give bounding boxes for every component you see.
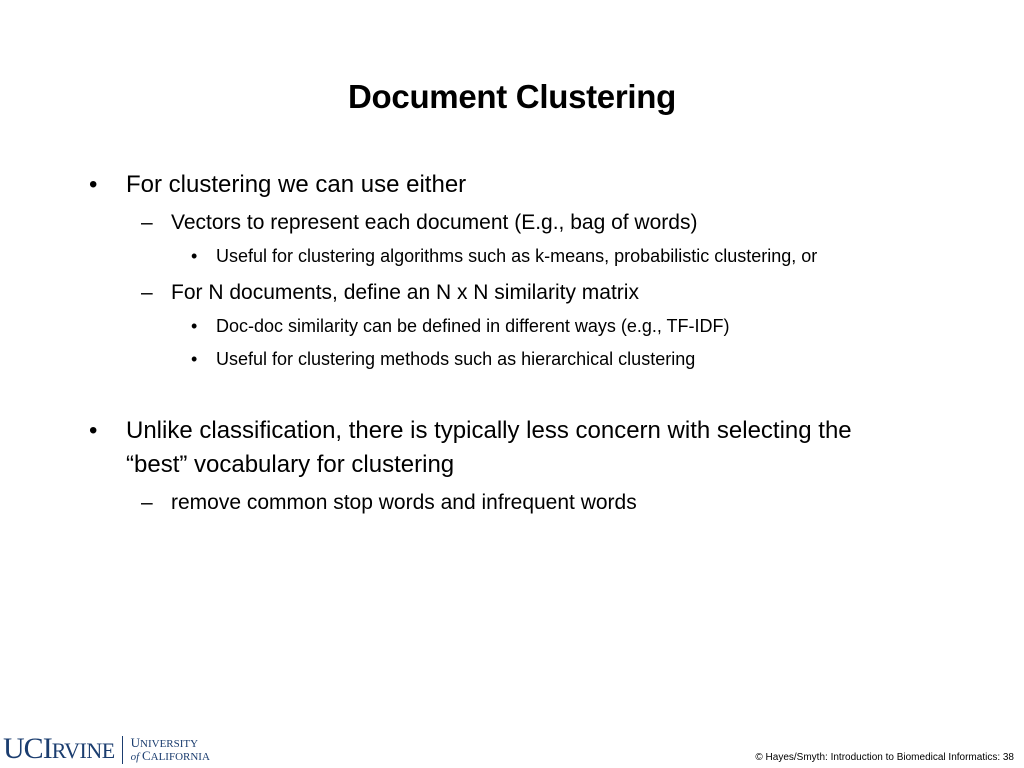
uc-irvine-wordmark: UCIRVINE (3, 732, 115, 765)
footer-credit: © Hayes/Smyth: Introduction to Biomedical Informatics: 38 (755, 752, 1014, 763)
bullet-marker: • (191, 316, 198, 336)
sub-bullet-item (0, 211, 1024, 237)
uc-irvine-logo (3, 733, 210, 767)
bullet-text: “best” vocabulary for clustering (126, 451, 455, 478)
bullet-text: Unlike classification, there is typically less concern with selecting the (126, 417, 852, 444)
dash-marker: – (141, 491, 153, 514)
sub-sub-bullet-item (0, 246, 1024, 268)
sub-sub-bullet-item (0, 316, 1024, 338)
sub-bullet-text: remove common stop words and infrequent words (171, 491, 637, 514)
sub-sub-bullet-text: Useful for clustering algorithms such as k-means, probabilistic clustering, or (216, 246, 818, 266)
sub-sub-bullet-item (0, 349, 1024, 371)
bullet-continuation (0, 451, 1024, 481)
bullet-marker: • (191, 246, 198, 266)
bullet-marker: • (89, 417, 98, 444)
bullet-text: For clustering we can use either (126, 171, 467, 198)
sub-sub-bullet-text: Useful for clustering methods such as hierarchical clustering (216, 349, 696, 369)
logo-divider (122, 736, 123, 764)
bullet-item (0, 171, 1024, 201)
sub-bullet-text: For N documents, define an N x N similarity matrix (171, 281, 639, 304)
dash-marker: – (141, 211, 153, 234)
slide-title: Document Clustering (348, 78, 676, 115)
sub-bullet-item (0, 281, 1024, 307)
bullet-item (0, 417, 1024, 447)
sub-bullet-text: Vectors to represent each document (E.g., bag of words) (171, 211, 698, 234)
sub-bullet-item (0, 491, 1024, 517)
bullet-marker: • (89, 171, 98, 198)
dash-marker: – (141, 281, 153, 304)
sub-sub-bullet-text: Doc-doc similarity can be defined in different ways (e.g., TF-IDF) (216, 316, 730, 336)
bullet-marker: • (191, 349, 198, 369)
university-of-california-wordmark: UNIVERSITY of CALIFORNIA (130, 735, 210, 763)
